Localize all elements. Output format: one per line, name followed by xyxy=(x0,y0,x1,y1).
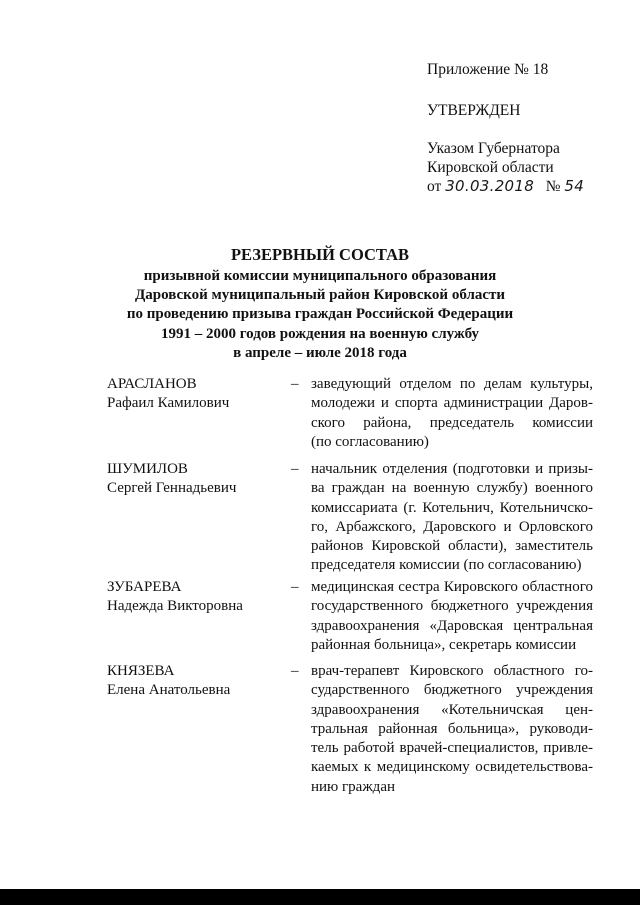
member-given-names: Надежда Викторовна xyxy=(107,598,243,614)
decree-line-1: Указом Губернатора xyxy=(427,140,560,157)
member-dash: – xyxy=(291,461,299,477)
member-name xyxy=(107,375,287,413)
description-line: (по согласованию) xyxy=(311,433,429,450)
description-line: комиссариата (г. Котельнич, Котельничско- xyxy=(311,499,593,516)
title-line: Даровской муниципальный район Кировской области xyxy=(134,287,506,304)
scan-edge-bar xyxy=(0,889,640,905)
description-line: молодежи и спорта администрации Даров- xyxy=(311,395,593,412)
decree-line-2: Кировской области xyxy=(427,159,554,176)
description-line: здравоохранения «Даровская центральная xyxy=(311,617,593,634)
description-line: нию граждан xyxy=(311,778,396,795)
member-dash: – xyxy=(291,376,299,392)
description-line: районов Кировской области), заместитель xyxy=(311,538,593,555)
member-given-names: Сергей Геннадьевич xyxy=(107,480,237,496)
member-dash: – xyxy=(291,579,299,595)
description-line: государственного бюджетного учреждения xyxy=(311,598,593,615)
title-line: в апреле – июле 2018 года xyxy=(233,344,407,361)
document-title-block xyxy=(20,245,620,363)
description-line: заведующий отделом по делам культуры, xyxy=(311,376,593,392)
description-line: тель работой врачей-специалистов, привле- xyxy=(311,740,593,757)
member-name xyxy=(107,460,287,498)
handwritten-date: 30.03.2018 xyxy=(445,177,535,195)
handwritten-number: 54 xyxy=(564,177,585,195)
description-line: каемых к медицинскому освидетельствова- xyxy=(311,759,593,776)
document-title: РЕЗЕРВНЫЙ СОСТАВ xyxy=(230,245,410,264)
member-given-names: Рафаил Камилович xyxy=(107,395,230,411)
member-description xyxy=(311,578,593,655)
member-surname: КНЯЗЕВА xyxy=(107,663,175,679)
member-name xyxy=(107,662,287,700)
description-line: районная больница», секретарь комиссии xyxy=(311,636,577,653)
title-line: 1991 – 2000 годов рождения на военную службу xyxy=(160,325,480,342)
approval-block xyxy=(427,60,627,196)
description-line: председателя комиссии (по согласованию) xyxy=(311,557,582,574)
description-line: здравоохранения «Котельничская цен- xyxy=(311,701,593,718)
member-description xyxy=(311,375,593,452)
member-given-names: Елена Анатольевна xyxy=(107,682,231,698)
approved-label: УТВЕРЖДЕН xyxy=(427,102,521,119)
date-prefix: от xyxy=(427,178,442,195)
member-surname: ЗУБАРЕВА xyxy=(107,579,182,595)
member-description xyxy=(311,460,593,576)
description-line: начальник отделения (подготовки и призы- xyxy=(311,461,593,477)
member-name xyxy=(107,578,287,616)
member-surname: ШУМИЛОВ xyxy=(107,461,188,477)
description-line: врач-терапевт Кировского областного го- xyxy=(311,663,593,679)
description-line: ва граждан на военную службу) военного xyxy=(311,480,593,497)
title-line: по проведению призыва граждан Российской Федерации xyxy=(126,306,514,323)
description-line: тральная районная больница», руководи- xyxy=(311,720,593,737)
description-line: сударственного бюджетного учреждения xyxy=(311,682,593,699)
member-dash: – xyxy=(291,663,299,679)
description-line: го, Арбажского, Даровского и Орловского xyxy=(311,518,593,535)
member-description xyxy=(311,662,593,797)
number-prefix: № xyxy=(545,178,561,195)
date-line xyxy=(427,177,627,196)
description-line: ского района, председатель комиссии xyxy=(311,414,593,431)
description-line: медицинская сестра Кировского областного xyxy=(311,579,593,595)
member-surname: АРАСЛАНОВ xyxy=(107,376,197,392)
title-line: призывной комиссии муниципального образования xyxy=(143,268,497,284)
appendix-label: Приложение № 18 xyxy=(427,61,549,78)
